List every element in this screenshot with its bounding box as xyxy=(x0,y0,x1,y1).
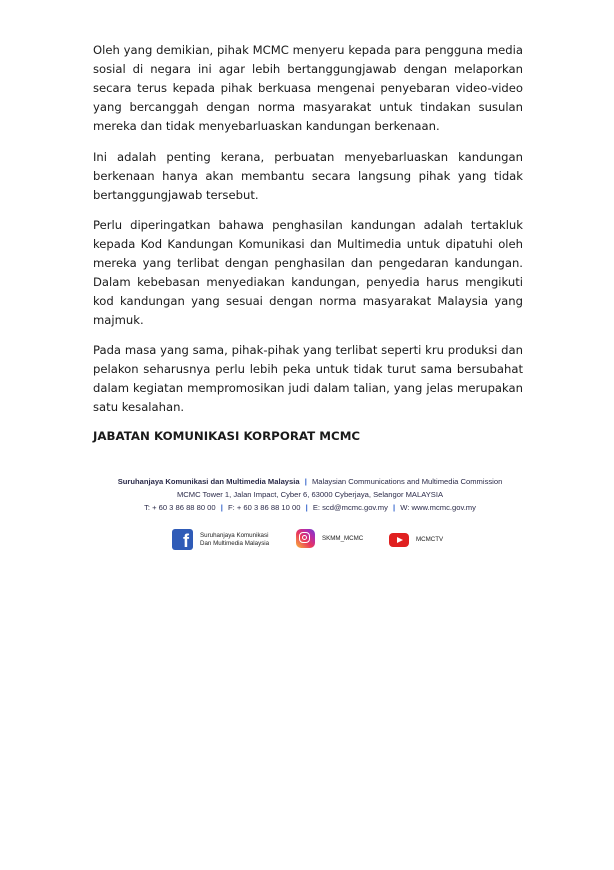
youtube-icon xyxy=(389,533,409,547)
social-media-row xyxy=(0,527,614,557)
facebook-label: Suruhanjaya Komunikasi Dan Multimedia Malaysia xyxy=(200,531,270,547)
paragraph-3: Perlu diperingatkan bahawa penghasilan kandungan adalah tertakluk kepada Kod Kandungan Komunikasi dan Multimedia untuk dipatuhi oleh mereka yang terlibat dengan penghasilan dan pengedaran kandungan. Dalam kebebasan menyediakan kandungan, penyedia harus mengikuti kod kandungan yang sesuai dengan norma masyarakat Malaysia yang majmuk. xyxy=(93,218,523,327)
paragraph-2: Ini adalah penting kerana, perbuatan menyebarluaskan kandungan berkenaan hanya akan membantu secara langsung pihak yang tidak bertanggungjawab tersebut. xyxy=(93,150,523,202)
youtube-label: MCMCTV xyxy=(416,536,444,543)
footer-phone: T: + 60 3 86 88 80 00 xyxy=(144,503,216,512)
org-name-malay: Suruhanjaya Komunikasi dan Multimedia Malaysia xyxy=(117,477,300,486)
org-name-english: Malaysian Communications and Multimedia Commission xyxy=(311,477,503,486)
department-signature: JABATAN KOMUNIKASI KORPORAT MCMC xyxy=(93,429,361,443)
footer-separator: | xyxy=(304,477,307,486)
footer-fax: F: + 60 3 86 88 10 00 xyxy=(228,503,301,512)
footer-contact-line xyxy=(88,501,532,514)
footer-org-line xyxy=(88,475,532,488)
footer-separator: | xyxy=(220,503,223,512)
instagram-link[interactable] xyxy=(296,529,363,548)
paragraph-1: Oleh yang demikian, pihak MCMC menyeru kepada para pengguna media sosial di negara ini agar lebih bertanggungjawab dengan melaporkan secara terus kepada pihak berkuasa mengenai penyebaran video-video yang bercanggah dengan norma masyarakat untuk tindakan susulan mereka dan tidak menyebarluaskan kandungan berkenaan. xyxy=(93,43,523,133)
footer-email[interactable]: E: scd@mcmc.gov.my xyxy=(312,503,388,512)
instagram-icon xyxy=(296,529,315,548)
footer-separator: | xyxy=(393,503,396,512)
facebook-icon: f xyxy=(172,529,193,550)
footer-separator: | xyxy=(305,503,308,512)
youtube-link[interactable] xyxy=(389,533,443,547)
instagram-label: SKMM_MCMC xyxy=(322,534,364,542)
paragraph-4: Pada masa yang sama, pihak-pihak yang terlibat seperti kru produksi dan pelakon seharusnya perlu lebih peka untuk tidak turut sama bersubahat dalam kegiatan mempromosikan judi dalam talian, yang jelas merupakan satu kesalahan. xyxy=(93,343,523,414)
facebook-link[interactable] xyxy=(172,529,275,550)
footer-address: MCMC Tower 1, Jalan Impact, Cyber 6, 63000 Cyberjaya, Selangor MALAYSIA xyxy=(176,490,444,499)
footer-website[interactable]: W: www.mcmc.gov.my xyxy=(400,503,476,512)
letterhead-footer xyxy=(88,475,532,514)
